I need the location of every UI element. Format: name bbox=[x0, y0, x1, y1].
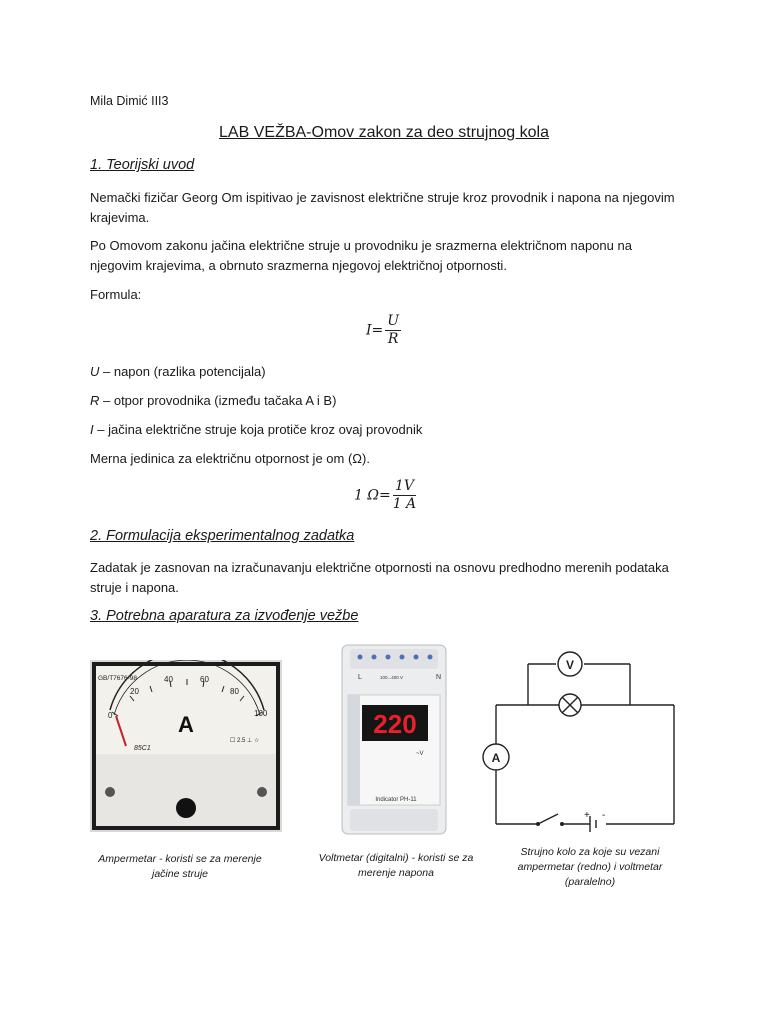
voltmeter-label-n: N bbox=[436, 674, 442, 681]
voltmeter-name: Indicator PH-11 bbox=[375, 797, 417, 803]
formula-lhs: I bbox=[366, 322, 372, 339]
ohms-law-formula bbox=[366, 313, 401, 348]
circuit-caption bbox=[500, 845, 680, 890]
ammeter-image bbox=[90, 660, 282, 832]
section3-heading: 3. Potrebna aparatura za izvođenje vežbe bbox=[90, 608, 359, 624]
circuit-diagram bbox=[480, 650, 680, 832]
circuit-ammeter-label: A bbox=[491, 751, 501, 765]
circuit-plus-sign: + bbox=[584, 810, 590, 821]
circuit-caption-line1: Strujno kolo za koje su vezani bbox=[520, 846, 660, 858]
voltmeter-image bbox=[340, 643, 448, 836]
ammeter-scale-60: 60 bbox=[200, 675, 209, 684]
definition-r-text: – otpor provodnika (između tačaka A i B) bbox=[99, 393, 337, 408]
ammeter-spec-text: ☐ 2.5 ⊥ ☆ bbox=[230, 738, 260, 744]
ammeter-caption-line1: Ampermetar - koristi se za merenje bbox=[98, 853, 262, 865]
section2-heading: 2. Formulacija eksperimentalnog zadatka bbox=[90, 528, 355, 544]
definition-u-text: – napon (razlika potencijala) bbox=[99, 364, 266, 379]
ammeter-scale-40: 40 bbox=[164, 675, 173, 684]
circuit-caption-line3: (paralelno) bbox=[564, 876, 616, 888]
document-title: LAB VEŽBA-Omov zakon za deo strujnog kola bbox=[219, 124, 549, 141]
definition-u bbox=[90, 362, 680, 382]
unit-line: Merna jedinica za električnu otpornost je om (Ω). bbox=[90, 451, 370, 466]
ammeter-scale-100: 100 bbox=[254, 709, 268, 718]
ammeter-scale-20: 20 bbox=[130, 687, 139, 696]
ammeter-scale-80: 80 bbox=[230, 687, 239, 696]
definition-i-text: – jačina električne struje koja protiče kroz ovaj provodnik bbox=[93, 422, 423, 437]
formula-denominator: R bbox=[387, 331, 399, 347]
formula-equals: = bbox=[371, 322, 384, 339]
voltmeter-caption bbox=[306, 851, 486, 881]
definition-r bbox=[90, 391, 680, 411]
voltmeter-caption-line2: merenje napona bbox=[358, 867, 434, 879]
voltmeter-caption-line1: Voltmetar (digitalni) - koristi se za bbox=[318, 852, 474, 864]
ammeter-unit-letter: A bbox=[178, 712, 194, 737]
definition-i-symbol: I bbox=[90, 422, 94, 437]
voltmeter-unit-label: ~V bbox=[416, 751, 424, 757]
formula-label: Formula: bbox=[90, 287, 142, 302]
voltmeter-display-reading: 220 bbox=[373, 709, 417, 739]
voltmeter-range-text: 100...400 V bbox=[380, 675, 404, 680]
section2-paragraph: Zadatak je zasnovan na izračunavanju električne otpornosti na osnovu predhodno merenih podataka struje i napona. bbox=[90, 560, 669, 595]
ammeter-model-text: GB/T7676-98 bbox=[98, 675, 138, 682]
voltmeter-label-l: L bbox=[358, 674, 362, 681]
author-name: Mila Dimić III3 bbox=[90, 94, 169, 108]
formula2-denominator: 1 A bbox=[392, 496, 417, 512]
formula2-numerator: 1V bbox=[393, 478, 416, 496]
circuit-minus-sign: - bbox=[602, 810, 606, 821]
ammeter-scale-0: 0 bbox=[108, 711, 113, 720]
definition-r-symbol: R bbox=[90, 393, 100, 408]
definition-i bbox=[90, 420, 680, 440]
section1-paragraph-2: Po Omovom zakonu jačina električne struje u provodniku je srazmerna električnom naponu na njegovim krajevima, a obrnuto srazmerna njegovoj električnoj otpornosti. bbox=[90, 238, 632, 273]
formula2-equals: = bbox=[378, 487, 391, 504]
ammeter-class-text: 85C1 bbox=[134, 745, 151, 752]
formula2-lhs: 1 Ω bbox=[354, 487, 379, 504]
circuit-voltmeter-label: V bbox=[565, 658, 575, 672]
section1-heading: 1. Teorijski uvod bbox=[90, 157, 195, 173]
section1-paragraph-1: Nemački fizičar Georg Om ispitivao je zavisnost električne struje kroz provodnik i napona na njegovim krajevima. bbox=[90, 190, 675, 225]
definition-u-symbol: U bbox=[90, 364, 100, 379]
ammeter-caption bbox=[90, 852, 270, 882]
ohm-unit-formula bbox=[354, 478, 416, 513]
circuit-caption-line2: ampermetar (redno) i voltmetar bbox=[517, 861, 663, 873]
ammeter-caption-line2: jačine struje bbox=[151, 868, 209, 880]
formula-numerator: U bbox=[387, 313, 400, 329]
